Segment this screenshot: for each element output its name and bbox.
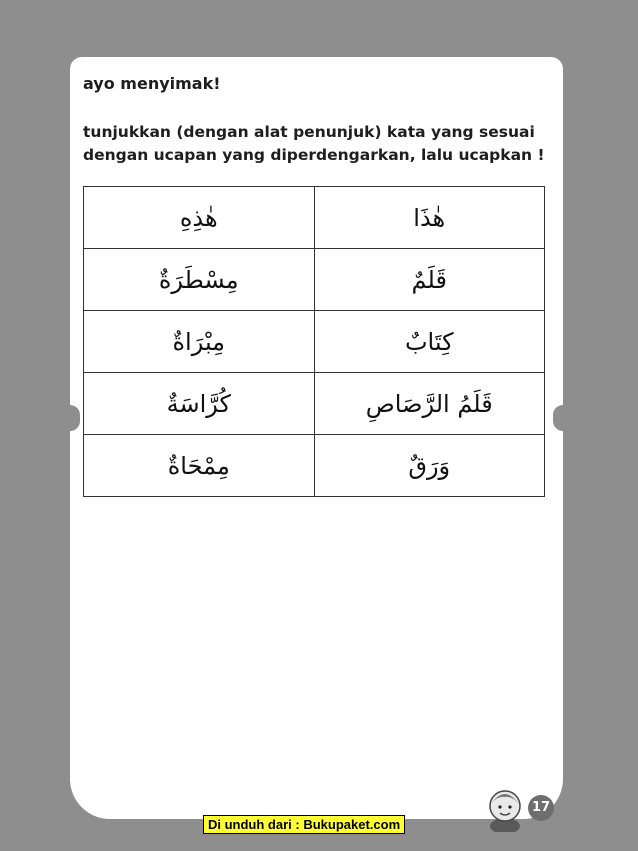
table-row [84, 249, 545, 311]
vocabulary-table [83, 186, 545, 497]
table-row [84, 435, 545, 497]
vocab-word-right[interactable]: وَرَقٌ [314, 435, 545, 497]
page-number: 17 [528, 795, 554, 821]
book-title: Buku Siswa Kelas I MI [318, 800, 478, 815]
section-heading: ayo menyimak! [83, 74, 221, 93]
vocab-word-right[interactable]: كِتَابٌ [314, 311, 545, 373]
instruction-text: tunjukkan (dengan alat penunjuk) kata yang sesuai dengan ucapan yang diperdengarkan, lalu ucapkan ! [83, 123, 545, 164]
table-row [84, 187, 545, 249]
vocab-word-left[interactable]: مِسْطَرَةٌ [84, 249, 315, 311]
vocab-word-left[interactable]: هٰذِهِ [84, 187, 315, 249]
table-row [84, 311, 545, 373]
student-avatar-icon [486, 786, 524, 832]
page-edge-notch-right [553, 405, 563, 431]
vocab-word-right[interactable]: قَلَمٌ [314, 249, 545, 311]
vocab-word-right[interactable]: هٰذَا [314, 187, 545, 249]
vocab-word-left[interactable]: مِمْحَاةٌ [84, 435, 315, 497]
vocab-word-right[interactable]: قَلَمُ الرَّصَاصِ [314, 373, 545, 435]
vocab-word-left[interactable]: كُرَّاسَةٌ [84, 373, 315, 435]
vocab-word-left[interactable]: مِبْرَاةٌ [84, 311, 315, 373]
table-row [84, 373, 545, 435]
download-notice[interactable]: Di unduh dari : Bukupaket.com [203, 815, 405, 834]
